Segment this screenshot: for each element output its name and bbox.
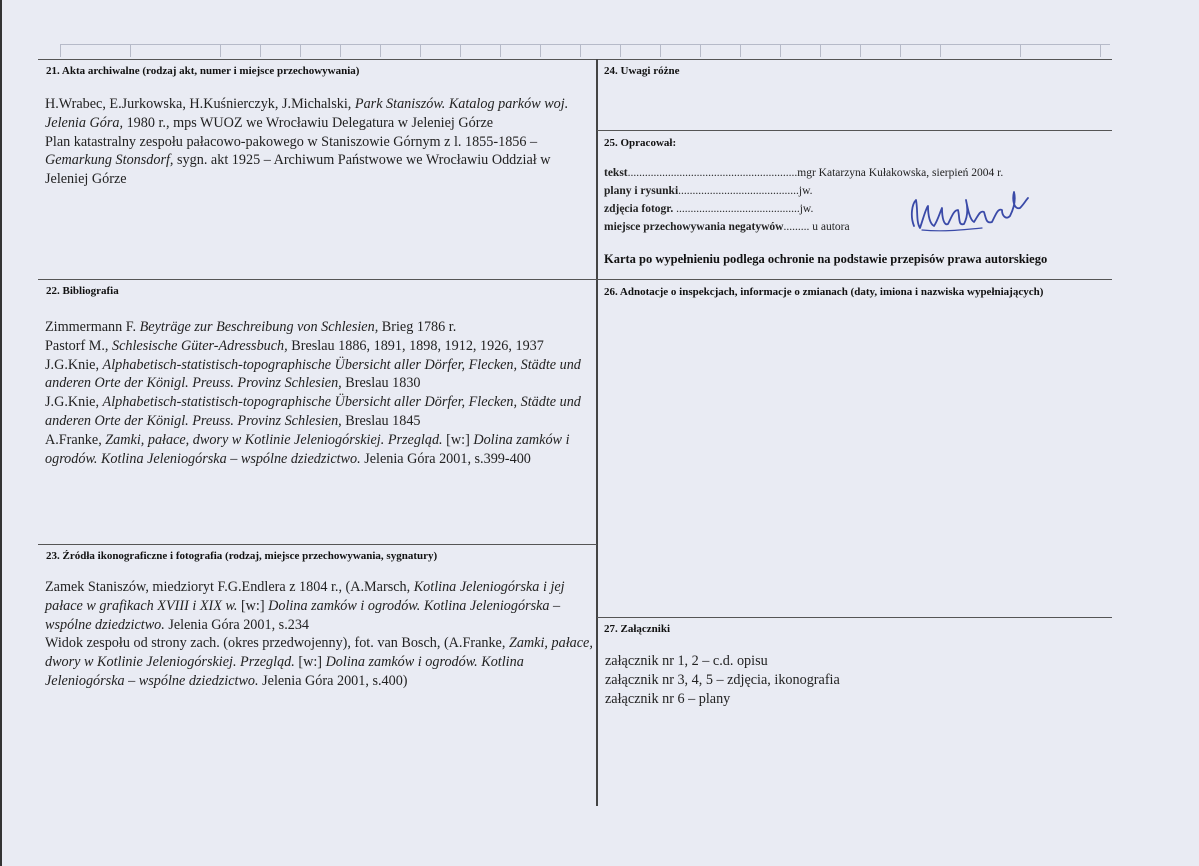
field-24-title: 24. Uwagi różne: [604, 65, 680, 77]
attachment-item: załącznik nr 3, 4, 5 – zdjęcia, ikonografia: [605, 671, 840, 688]
field-21-content: [45, 95, 593, 189]
row-divider-top: [38, 59, 1112, 60]
bibliography-entry: Pastorf M., Schlesische Güter-Adressbuch, Breslau 1886, 1891, 1898, 1912, 1926, 1937: [45, 337, 544, 354]
iconography-entry: Widok zespołu od strony zach. (okres przedwojenny), fot. van Bosch, (A.Franke, Zamki, pałace, dwory w Kotlinie Jeleniogórskiej. Przegląd. [w:] Dolina zamków i ogrodów. Kotlina Jeleniogórska – wspólne dziedzictwo. Jelenia Góra 2001, s.400): [45, 635, 593, 689]
divider-26-27: [597, 617, 1112, 618]
field-23-content: [45, 578, 593, 691]
handwritten-signature-icon: [902, 186, 1032, 242]
column-divider: [596, 59, 598, 806]
bibliography-entry: Zimmermann F. Beyträge zur Beschreibung von Schlesien, Brieg 1786 r.: [45, 319, 457, 335]
divider-21-22: [38, 279, 1112, 280]
iconography-entry: Zamek Staniszów, miedzioryt F.G.Endlera z 1804 r., (A.Marsch, Kotlina Jeleniogórska i jej pałace w grafikach XVIII i XIX w. [w:] Dolina zamków i ogrodów. Kotlina Jeleniogórska – wspólne dziedzictwo. Jelenia Góra 2001, s.234: [45, 579, 565, 633]
field-22-title: 22. Bibliografia: [46, 285, 119, 297]
bibliography-entry: J.G.Knie, Alphabetisch-statistisch-topographische Übersicht aller Dörfer, Flecken, Städte und anderen Orte der Königl. Preuss. Provinz Schlesien, Breslau 1830: [45, 356, 581, 392]
field-26-title: 26. Adnotacje o inspekcjach, informacje o zmianach (daty, imiona i nazwiska wypełniających): [604, 286, 1044, 298]
negatives-storage-row: miejsce przechowywania negatywów......... u autora: [604, 221, 850, 233]
author-text-row: tekst...........................................................mgr Katarzyna Kułakowska, sierpień 2004 r.: [604, 167, 1004, 179]
field-22-content: [45, 318, 583, 468]
author-photos-row: zdjęcia fotogr. ...........................................jw.: [604, 203, 814, 215]
field-27-content: [605, 652, 1105, 708]
divider-22-23: [38, 544, 597, 545]
archive-entry-1: H.Wrabec, E.Jurkowska, H.Kuśnierczyk, J.Michalski, Park Staniszów. Katalog parków woj. Jelenia Góra, 1980 r., mps WUOZ we Wrocławiu Delegatura w Jeleniej Górze: [45, 96, 569, 131]
attachment-item: załącznik nr 1, 2 – c.d. opisu: [605, 653, 768, 669]
author-plans-row: plany i rysunki..........................................jw.: [604, 185, 813, 197]
field-23-title: 23. Źródła ikonograficzne i fotografia (rodzaj, miejsce przechowywania, sygnatury): [46, 550, 438, 562]
field-27-title: 27. Załączniki: [604, 623, 671, 635]
bibliography-entry: A.Franke, Zamki, pałace, dwory w Kotlinie Jeleniogórskiej. Przegląd. [w:] Dolina zamków i ogrodów. Kotlina Jeleniogórska – wspólne dziedzictwo. Jelenia Góra 2001, s.399-400: [45, 431, 570, 467]
top-ruler-strip: [60, 44, 1110, 59]
bibliography-entry: J.G.Knie, Alphabetisch-statistisch-topographische Übersicht aller Dörfer, Flecken, Städte und anderen Orte der Königl. Preuss. Provinz Schlesien, Breslau 1845: [45, 394, 581, 429]
field-25-title: 25. Opracował:: [604, 137, 677, 149]
divider-24-25: [597, 130, 1112, 131]
archive-entry-2: Plan katastralny zespołu pałacowo-pakowego w Staniszowie Górnym z l. 1855-1856 – Gemarkung Stonsdorf, sygn. akt 1925 – Archiwum Państwowe we Wrocławiu Oddział w Jeleniej Górze: [45, 133, 551, 188]
attachment-item: załącznik nr 6 – plany: [605, 690, 731, 707]
field-21-title: 21. Akta archiwalne (rodzaj akt, numer i miejsce przechowywania): [46, 65, 360, 77]
copyright-notice: Karta po wypełnieniu podlega ochronie na podstawie przepisów prawa autorskiego: [604, 252, 1048, 266]
